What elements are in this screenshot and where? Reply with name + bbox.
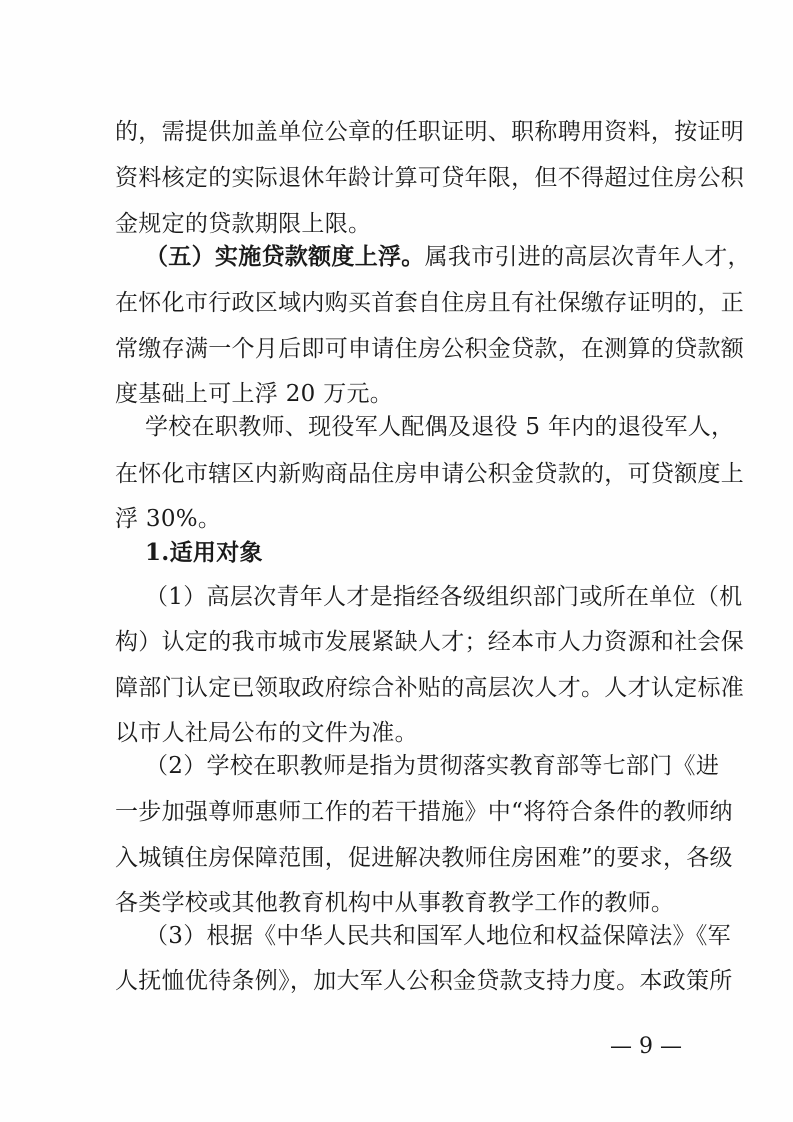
text-line: 以市人社局公布的文件为准。 xyxy=(115,720,418,746)
text-line: 人抚恤优待条例》，加大军人公积金贷款支持力度。本政策所 xyxy=(115,968,733,994)
text-line: （1）高层次青年人才是指经各级组织部门或所在单位（机 xyxy=(145,584,743,610)
text-line: 资料核定的实际退休年龄计算可贷年限，但不得超过住房公积 xyxy=(115,165,745,191)
text-line: 浮 30%。 xyxy=(115,506,222,532)
text-line: 一步加强尊师惠师工作的若干措施》中“将符合条件的教师纳 xyxy=(115,799,733,825)
text-line: 在怀化市行政区域内购买首套自住房且有社保缴存证明的，正 xyxy=(115,290,745,316)
text-line: 金规定的贷款期限上限。 xyxy=(115,211,372,237)
subsection-heading: 1.适用对象 xyxy=(145,539,263,566)
page-number: — 9 — xyxy=(610,1034,682,1059)
text-line: 各类学校或其他教育机构中从事教育教学工作的教师。 xyxy=(115,890,675,916)
text-line: 常缴存满一个月后即可申请住房公积金贷款，在测算的贷款额 xyxy=(115,336,745,362)
text-line: 的，需提供加盖单位公章的任职证明、职称聘用资料，按证明 xyxy=(115,119,745,145)
paragraph-first-line xyxy=(145,242,751,272)
text-line: 障部门认定已领取政府综合补贴的高层次人才。人才认定标准 xyxy=(115,675,745,701)
text-line: （3）根据《中华人民共和国军人地位和权益保障法》《军 xyxy=(145,923,731,949)
text-line: 构）认定的我市城市发展紧缺人才；经本市人力资源和社会保 xyxy=(115,629,745,655)
text-line: 学校在职教师、现役军人配偶及退役 5 年内的退役军人， xyxy=(145,414,735,440)
text-line: （2）学校在职教师是指为贯彻落实教育部等七部门《进 xyxy=(145,753,720,779)
section-heading: （五）实施贷款额度上浮。 xyxy=(145,243,425,270)
text-span: 属我市引进的高层次青年人才， xyxy=(424,244,751,270)
text-line: 入城镇住房保障范围，促进解决教师住房困难”的要求，各级 xyxy=(115,845,733,871)
text-line: 度基础上可上浮 20 万元。 xyxy=(115,381,394,407)
text-line: 在怀化市辖区内新购商品住房申请公积金贷款的，可贷额度上 xyxy=(115,461,745,487)
